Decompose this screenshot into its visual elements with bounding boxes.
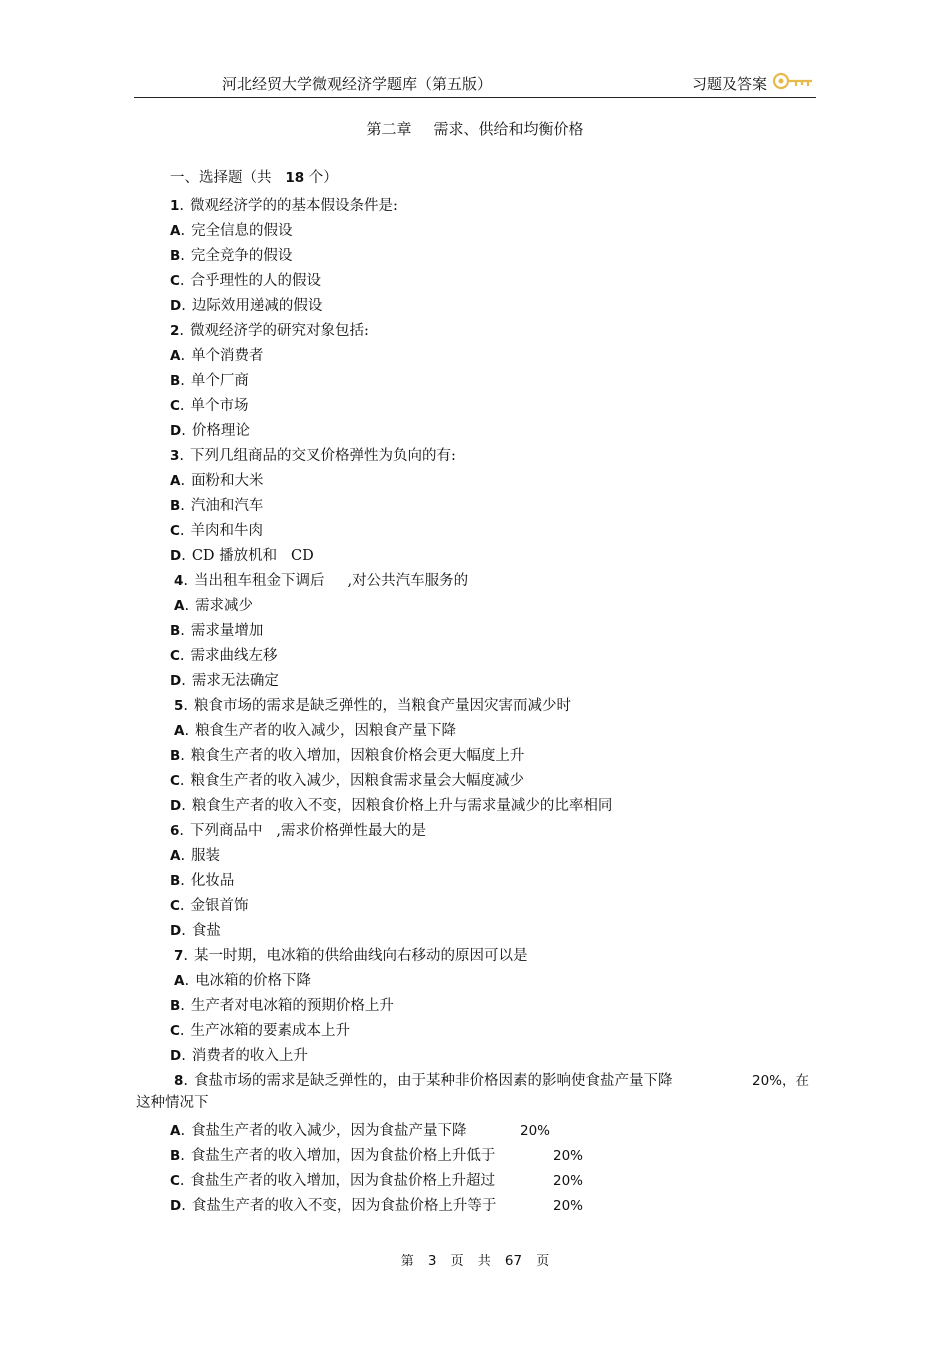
item-separator: . xyxy=(179,523,185,539)
item-separator: . xyxy=(183,1073,189,1089)
item-marker: 7 xyxy=(174,948,184,964)
section-label: 一、选择题（共 xyxy=(170,170,272,186)
header-right-label: 习题及答案 xyxy=(692,75,768,93)
item-marker: C xyxy=(170,1023,180,1039)
item-tail: 20% xyxy=(553,1173,584,1189)
item-separator: . xyxy=(180,848,186,864)
item-text: 微观经济学的的基本假设条件是: xyxy=(190,198,398,214)
item-text: 粮食生产者的收入减少，因粮食需求量会大幅度减少 xyxy=(190,773,525,789)
item-text: 粮食生产者的收入不变，因粮食价格上升与需求量减少的比率相同 xyxy=(191,798,613,814)
item-tail: 20% xyxy=(520,1123,551,1139)
item-separator: . xyxy=(179,898,185,914)
key-icon xyxy=(772,70,814,92)
item-separator: . xyxy=(181,1198,186,1214)
item-text: 需求量增加 xyxy=(190,623,264,639)
option-line xyxy=(170,271,321,291)
item-marker: C xyxy=(170,273,180,289)
option-line xyxy=(170,1046,308,1066)
option-line xyxy=(174,971,311,991)
item-text: 这种情况下 xyxy=(136,1095,209,1111)
chapter-number: 第二章 xyxy=(366,120,412,138)
item-separator: . xyxy=(179,323,185,339)
item-text: 食盐生产者的收入减少，因为食盐产量下降 xyxy=(191,1123,467,1139)
item-separator: . xyxy=(180,473,186,489)
item-text: 价格理论 xyxy=(191,423,250,439)
option-line xyxy=(174,721,456,741)
item-marker: B xyxy=(170,623,181,639)
item-separator: . xyxy=(180,248,185,264)
item-text: 边际效用递减的假设 xyxy=(191,298,323,314)
item-tail: 20%，在 xyxy=(752,1073,810,1089)
item-text: 化妆品 xyxy=(190,873,235,889)
item-marker: B xyxy=(170,1148,181,1164)
footer-text: 第 xyxy=(400,1254,414,1269)
item-separator: . xyxy=(181,798,186,814)
option-line xyxy=(170,646,278,666)
item-marker: A xyxy=(170,348,181,364)
item-separator: . xyxy=(180,1123,186,1139)
item-text: 金银首饰 xyxy=(190,898,249,914)
question-line xyxy=(174,1071,673,1091)
question-line xyxy=(170,196,398,216)
item-text: 下列商品中 ,需求价格弹性最大的是 xyxy=(190,823,426,839)
item-marker: D xyxy=(170,298,182,314)
question-line xyxy=(170,821,426,841)
item-text: 羊肉和牛肉 xyxy=(190,523,264,539)
option-line xyxy=(170,246,292,266)
question-line xyxy=(174,946,528,966)
item-separator: . xyxy=(180,1148,185,1164)
item-text: 当出租车租金下调后 ,对公共汽车服务的 xyxy=(194,573,469,589)
option-line xyxy=(170,221,293,241)
item-text: 食盐 xyxy=(191,923,221,939)
option-line xyxy=(170,846,220,866)
item-text: 合乎理性的人的假设 xyxy=(190,273,322,289)
option-line xyxy=(170,871,234,891)
option-line xyxy=(170,346,264,366)
question-line xyxy=(174,571,468,591)
item-separator: . xyxy=(184,723,190,739)
item-marker: A xyxy=(174,973,185,989)
header-title: 河北经贸大学微观经济学题库（第五版） xyxy=(222,75,493,93)
chapter-name: 需求、供给和均衡价格 xyxy=(433,120,584,138)
option-line xyxy=(170,796,612,816)
item-separator: . xyxy=(181,673,186,689)
option-line xyxy=(170,1171,495,1191)
item-text: 下列几组商品的交叉价格弹性为负向的有: xyxy=(190,448,456,464)
item-text: 完全信息的假设 xyxy=(191,223,293,239)
item-marker: 4 xyxy=(174,573,184,589)
item-separator: . xyxy=(180,748,185,764)
item-marker: A xyxy=(174,598,185,614)
item-separator: . xyxy=(179,1023,185,1039)
item-separator: . xyxy=(180,873,185,889)
item-marker: 1 xyxy=(170,198,180,214)
item-separator: . xyxy=(181,548,186,564)
option-line xyxy=(170,621,263,641)
item-marker: D xyxy=(170,673,182,689)
item-marker: C xyxy=(170,398,180,414)
item-separator: . xyxy=(184,973,190,989)
item-marker: C xyxy=(170,773,180,789)
option-line xyxy=(170,421,250,441)
question-line xyxy=(170,321,369,341)
item-marker: D xyxy=(170,923,182,939)
item-separator: . xyxy=(181,923,186,939)
item-marker: 5 xyxy=(174,698,184,714)
item-marker: B xyxy=(170,748,181,764)
item-separator: . xyxy=(180,498,185,514)
option-line xyxy=(170,371,249,391)
option-line xyxy=(170,546,314,566)
item-marker: D xyxy=(170,1198,182,1214)
item-text: 微观经济学的研究对象包括: xyxy=(190,323,369,339)
item-marker: A xyxy=(170,848,181,864)
footer-text: 共 xyxy=(477,1254,491,1269)
item-tail: 20% xyxy=(553,1148,584,1164)
item-text: 食盐市场的需求是缺乏弹性的，由于某种非价格因素的影响使食盐产量下降 xyxy=(194,1073,673,1089)
item-marker: B xyxy=(170,498,181,514)
item-separator: . xyxy=(179,648,185,664)
item-separator: . xyxy=(179,773,185,789)
footer-text: 页 xyxy=(536,1254,550,1269)
item-text: 需求曲线左移 xyxy=(190,648,278,664)
item-marker: D xyxy=(170,1048,182,1064)
option-line xyxy=(170,296,322,316)
question-line xyxy=(174,696,571,716)
footer-total-pages: 67 xyxy=(504,1253,523,1269)
item-marker: B xyxy=(170,998,181,1014)
option-line xyxy=(170,896,249,916)
option-line xyxy=(170,996,394,1016)
item-text: 粮食市场的需求是缺乏弹性的，当粮食产量因灾害而减少时 xyxy=(194,698,572,714)
option-line xyxy=(170,746,524,766)
option-line xyxy=(170,1021,350,1041)
item-text: 粮食生产者的收入减少，因粮食产量下降 xyxy=(195,723,457,739)
item-marker: B xyxy=(170,873,181,889)
item-separator: . xyxy=(181,298,186,314)
item-marker: A xyxy=(170,223,181,239)
item-marker: C xyxy=(170,523,180,539)
page-footer xyxy=(0,1250,950,1269)
item-text: 食盐生产者的收入增加，因为食盐价格上升低于 xyxy=(190,1148,496,1164)
item-separator: . xyxy=(179,398,185,414)
item-marker: B xyxy=(170,248,181,264)
option-line xyxy=(170,1196,496,1216)
item-separator: . xyxy=(179,273,185,289)
item-text: 生产冰箱的要素成本上升 xyxy=(190,1023,351,1039)
option-line xyxy=(170,1146,495,1166)
item-text: 某一时期，电冰箱的供给曲线向右移动的原因可以是 xyxy=(194,948,528,964)
item-separator: . xyxy=(180,223,186,239)
item-separator: . xyxy=(180,998,185,1014)
item-separator: . xyxy=(180,623,185,639)
item-text: 面粉和大米 xyxy=(191,473,264,489)
section-unit: 个） xyxy=(308,170,338,186)
item-text: 单个厂商 xyxy=(190,373,249,389)
item-text: 完全竞争的假设 xyxy=(190,248,293,264)
item-separator: . xyxy=(183,573,189,589)
item-separator: . xyxy=(181,1048,186,1064)
item-separator: . xyxy=(180,373,185,389)
footer-text: 页 xyxy=(450,1254,464,1269)
item-text: 需求减少 xyxy=(195,598,254,614)
item-text: 食盐生产者的收入不变，因为食盐价格上升等于 xyxy=(191,1198,497,1214)
option-line xyxy=(170,471,264,491)
item-marker: C xyxy=(170,648,180,664)
option-line xyxy=(170,396,249,416)
item-marker: A xyxy=(170,1123,181,1139)
item-separator: . xyxy=(179,198,185,214)
item-text: 需求无法确定 xyxy=(191,673,279,689)
item-marker: 6 xyxy=(170,823,180,839)
item-marker: D xyxy=(170,548,182,564)
item-marker: D xyxy=(170,423,182,439)
item-tail: 20% xyxy=(553,1198,584,1214)
item-marker: A xyxy=(174,723,185,739)
item-separator: . xyxy=(184,598,190,614)
item-marker: D xyxy=(170,798,182,814)
option-line xyxy=(170,671,279,691)
item-text: 单个市场 xyxy=(190,398,249,414)
item-marker: 8 xyxy=(174,1073,184,1089)
item-text: 电冰箱的价格下降 xyxy=(195,973,312,989)
item-text: 服装 xyxy=(191,848,221,864)
item-separator: . xyxy=(180,348,186,364)
item-separator: . xyxy=(179,1173,185,1189)
footer-page-number: 3 xyxy=(427,1253,437,1269)
chapter-title xyxy=(0,118,950,139)
section-heading xyxy=(170,168,338,188)
item-marker: B xyxy=(170,373,181,389)
item-text: 生产者对电冰箱的预期价格上升 xyxy=(190,998,394,1014)
item-marker: 3 xyxy=(170,448,180,464)
option-line xyxy=(170,496,263,516)
item-separator: . xyxy=(179,823,185,839)
item-separator: . xyxy=(183,948,189,964)
item-text: CD 播放机和 CD xyxy=(191,548,314,564)
item-text: 粮食生产者的收入增加，因粮食价格会更大幅度上升 xyxy=(190,748,525,764)
question-continuation xyxy=(136,1093,209,1113)
item-marker: C xyxy=(170,898,180,914)
question-line xyxy=(170,446,456,466)
item-separator: . xyxy=(179,448,185,464)
item-separator: . xyxy=(181,423,186,439)
item-marker: A xyxy=(170,473,181,489)
item-marker: C xyxy=(170,1173,180,1189)
section-count: 18 xyxy=(285,170,305,186)
item-text: 消费者的收入上升 xyxy=(191,1048,308,1064)
option-line xyxy=(170,1121,467,1141)
item-text: 单个消费者 xyxy=(191,348,264,364)
item-separator: . xyxy=(183,698,189,714)
option-line xyxy=(170,921,221,941)
option-line xyxy=(170,771,524,791)
item-text: 食盐生产者的收入增加，因为食盐价格上升超过 xyxy=(190,1173,496,1189)
item-marker: 2 xyxy=(170,323,180,339)
option-line xyxy=(170,521,263,541)
item-text: 汽油和汽车 xyxy=(190,498,264,514)
header-rule xyxy=(134,97,816,98)
option-line xyxy=(174,596,253,616)
